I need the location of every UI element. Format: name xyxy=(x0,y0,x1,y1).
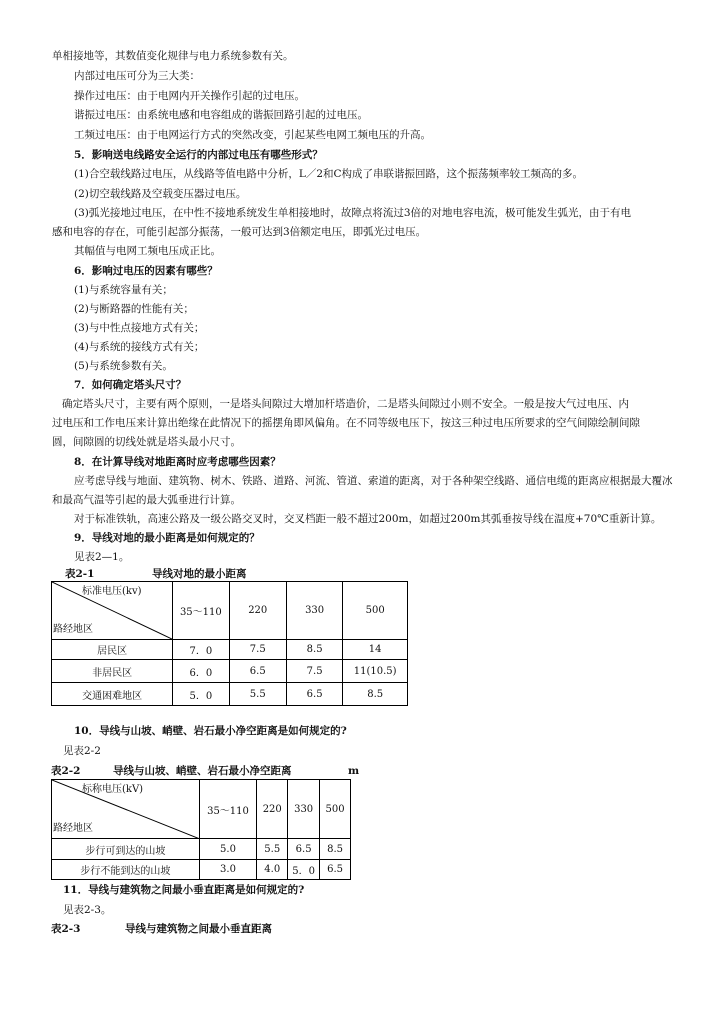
table-label: 表2-3 xyxy=(51,923,81,935)
header-region: 路经地区 xyxy=(53,624,93,635)
para-line: 和最高气温等引起的最大弧垂进行计算。 xyxy=(52,494,241,506)
list-item: (5)与系统参数有关。 xyxy=(74,360,173,372)
table-label: 表2-2 xyxy=(51,765,81,777)
column-header: 330 xyxy=(286,582,342,640)
row-label: 步行不能到达的山坡 xyxy=(52,860,200,880)
para-line: 工频过电压：由于电网运行方式的突然改变，引起某些电网工频电压的升高。 xyxy=(74,129,431,141)
column-header: 500 xyxy=(320,780,351,839)
table-cell: 3.0 xyxy=(199,860,257,880)
para-line: 谐振过电压：由系统电感和电容组成的谐振回路引起的过电压。 xyxy=(74,109,368,121)
table-cell: 5．0 xyxy=(288,860,320,880)
header-voltage: 标称电压(kV) xyxy=(82,784,144,795)
para-line: 单相接地等，其数值变化规律与电力系统参数有关。 xyxy=(52,50,294,62)
column-header: 500 xyxy=(343,582,408,640)
para-line: 圆，间隙圆的切线处就是塔头最小尺寸。 xyxy=(52,436,241,448)
para-line: 应考虑导线与地面、建筑物、树木、铁路、道路、河流、管道、索道的距离，对于各种架空线路、通信电缆的距离应根据最大覆冰 xyxy=(74,475,673,487)
table-row xyxy=(52,683,408,706)
table-title: 导线与山坡、峭壁、岩石最小净空距离 xyxy=(113,765,292,777)
table-2-1 xyxy=(51,581,408,706)
table-title: 导线对地的最小距离 xyxy=(152,568,247,580)
table-row xyxy=(52,660,408,683)
table-title: 导线与建筑物之间最小垂直距离 xyxy=(125,923,272,935)
table-2-2 xyxy=(51,779,351,880)
question-heading: 6．影响过电压的因素有哪些？ xyxy=(74,265,218,277)
table-cell: 7.5 xyxy=(229,640,286,660)
table-cell: 5.5 xyxy=(257,839,288,860)
table-cell: 5．0 xyxy=(173,683,229,706)
para-line: 操作过电压：由于电网内开关操作引起的过电压。 xyxy=(74,90,305,102)
table-cell: 14 xyxy=(343,640,408,660)
row-label: 交通困难地区 xyxy=(52,683,173,706)
para-line: 见表2-2 xyxy=(63,745,101,757)
table-cell: 6.5 xyxy=(320,860,351,880)
para-line: (1)合空载线路过电压，从线路等值电路中分析，L／2和C构成了串联谐振回路，这个振荡频率较工频高的多。 xyxy=(74,168,584,180)
table-cell: 7.5 xyxy=(286,660,342,683)
para-line: 其幅值与电网工频电压成正比。 xyxy=(74,245,221,257)
table-cell: 11(10.5) xyxy=(343,660,408,683)
question-heading: 7．如何确定塔头尺寸？ xyxy=(74,379,187,391)
para-line: 内部过电压可分为三大类： xyxy=(74,70,200,82)
table-cell: 8.5 xyxy=(320,839,351,860)
table-label: 表2-1 xyxy=(65,568,95,580)
row-label: 非居民区 xyxy=(52,660,173,683)
para-line: 感和电容的存在，可能引起部分振荡，一般可达到3倍额定电压，即弧光过电压。 xyxy=(52,226,427,238)
table-unit: m xyxy=(348,765,360,777)
para-line: 对于标准铁轨，高速公路及一级公路交叉时，交叉档距一般不超过200m，如超过200m其弧垂按导线在温度+70℃重新计算。 xyxy=(74,513,662,525)
table-row xyxy=(52,839,351,860)
list-item: (4)与系统的接线方式有关； xyxy=(74,341,205,353)
table-cell: 4.0 xyxy=(257,860,288,880)
table-cell: 5.0 xyxy=(199,839,257,860)
para-line: (2)切空载线路及空载变压器过电压。 xyxy=(74,188,247,200)
table-cell: 8.5 xyxy=(343,683,408,706)
table-cell: 6.5 xyxy=(288,839,320,860)
question-heading: 9．导线对地的最小距离是如何规定的？ xyxy=(74,532,260,544)
table-cell: 6．0 xyxy=(173,660,229,683)
row-label: 步行可到达的山坡 xyxy=(52,839,200,860)
question-heading: 5．影响送电线路安全运行的内部过电压有哪些形式？ xyxy=(74,149,323,161)
para-line: 过电压和工作电压来计算出绝缘在此情况下的摇摆角即风偏角。在不同等级电压下，按这三种过电压所要求的空气间隙绘制间隙 xyxy=(52,417,640,429)
table-cell: 6.5 xyxy=(286,683,342,706)
para-line: 见表2—1。 xyxy=(74,551,130,563)
para-line: 确定塔头尺寸，主要有两个原则，一是塔头间隙过大增加杆塔造价，二是塔头间隙过小则不安全。一般是按大气过电压、内 xyxy=(62,398,629,410)
list-item: (3)与中性点接地方式有关； xyxy=(74,322,205,334)
para-line: 见表2-3。 xyxy=(63,904,112,916)
table-cell: 6.5 xyxy=(229,660,286,683)
table-cell: 8.5 xyxy=(286,640,342,660)
table-cell: 5.5 xyxy=(229,683,286,706)
table-header-diagonal xyxy=(52,780,200,839)
table-cell: 7．0 xyxy=(173,640,229,660)
row-label: 居民区 xyxy=(52,640,173,660)
header-voltage: 标准电压(kv) xyxy=(82,586,142,597)
table-row xyxy=(52,860,351,880)
question-heading: 11．导线与建筑物之间最小垂直距离是如何规定的? xyxy=(63,884,305,896)
list-item: (2)与断路器的性能有关； xyxy=(74,303,194,315)
column-header: 220 xyxy=(257,780,288,839)
list-item: (1)与系统容量有关； xyxy=(74,284,173,296)
column-header: 220 xyxy=(229,582,286,640)
table-header-diagonal xyxy=(52,582,173,640)
header-region: 路经地区 xyxy=(53,823,93,834)
para-line: (3)弧光接地过电压，在中性不接地系统发生单相接地时，故障点将流过3倍的对地电容电流，极可能发生弧光，由于有电 xyxy=(74,207,632,219)
question-heading: 8．在计算导线对地距离时应考虑哪些因素？ xyxy=(74,456,281,468)
table-row xyxy=(52,640,408,660)
question-heading: 10．导线与山坡、峭壁、岩石最小净空距离是如何规定的? xyxy=(74,725,347,737)
column-header: 35～110 xyxy=(199,780,257,839)
column-header: 35～110 xyxy=(173,582,229,640)
column-header: 330 xyxy=(288,780,320,839)
